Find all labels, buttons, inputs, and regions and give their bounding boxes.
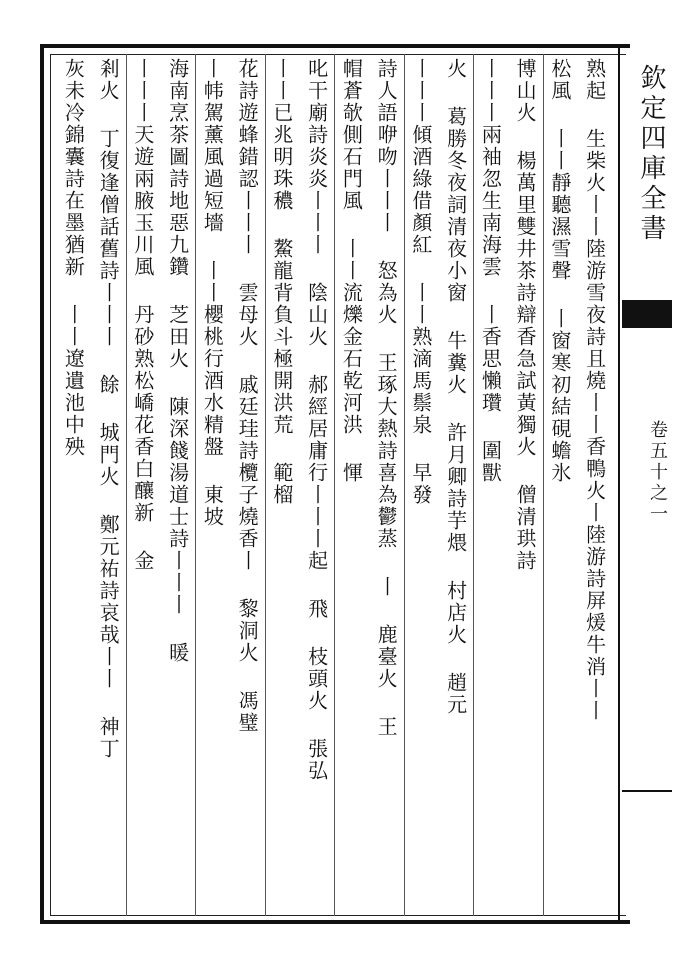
text-column: 叱干廟詩炎炎丨丨丨 陰山火 郝經居庸行丨丨丨起 飛 枝頭火 張弘: [304, 58, 329, 782]
text-column: 帽蒼欹側石門風 丨丨流爍金石乾河洪 惲: [339, 58, 364, 484]
margin-volume-label: 卷五十之一: [647, 420, 668, 525]
margin-black-fishtail: [622, 300, 672, 328]
text-column: 海南烹茶圖詩地惡九鑽 芝田火 陳深餞湯道士詩丨丨丨 暖: [165, 58, 190, 664]
text-column: 松風 丨丨靜聽濕雪聲 丨窗寒初結硯蟾氷: [547, 58, 572, 484]
text-column: 丨丨丨天遊兩腋玉川風 丹砂熟松嶠花香白釀新 金: [130, 58, 155, 572]
text-column: 丨丨丨兩袖忽生南海雲 丨香思懶瓚 圍獸: [478, 58, 503, 484]
margin-divider: [622, 790, 672, 792]
text-column: 花詩遊蜂錯認丨丨丨 雲母火 戚廷珪詩欖子燒香丨 黎洞火 馮璧: [235, 58, 260, 734]
text-column: 灰未冷錦囊詩在墨猶新 丨丨遼遺池中殃: [61, 58, 86, 458]
text-column: 詩人語咿吻丨丨丨 怒為火 王琢大熱詩喜為鬱蒸 丨 鹿臺火 王: [374, 58, 399, 738]
text-column: 丨帏駕薰風過短墻 丨丨櫻桃行酒水精盤 東坡: [200, 58, 225, 528]
text-column: 火 葛勝冬夜詞清夜小窗 牛糞火 許月卿詩芋煨 村店火 趙元: [443, 58, 468, 716]
text-column: 剎火 丁復逢僧話舊詩丨丨丨 餘 城門火 鄭元祐詩哀哉丨丨 神丁: [96, 58, 121, 760]
text-column: 博山火 楊萬里雙井茶詩辯香急試黃獨火 僧清珙詩: [513, 58, 538, 572]
text-column: 熟起 生柴火丨丨陸游雪夜詩且燒丨丨香鴨火丨陸游詩屏煖牛消丨丨: [582, 58, 607, 722]
text-column: 丨丨已兆明珠穠 鰲龍背負斗極開洪荒 範榴: [269, 58, 294, 506]
text-column: 丨丨丨傾酒綠借顏紅 丨丨熟滴馬鬃泉 早發: [408, 58, 433, 506]
margin-book-title: 欽定四庫全書: [636, 64, 666, 244]
